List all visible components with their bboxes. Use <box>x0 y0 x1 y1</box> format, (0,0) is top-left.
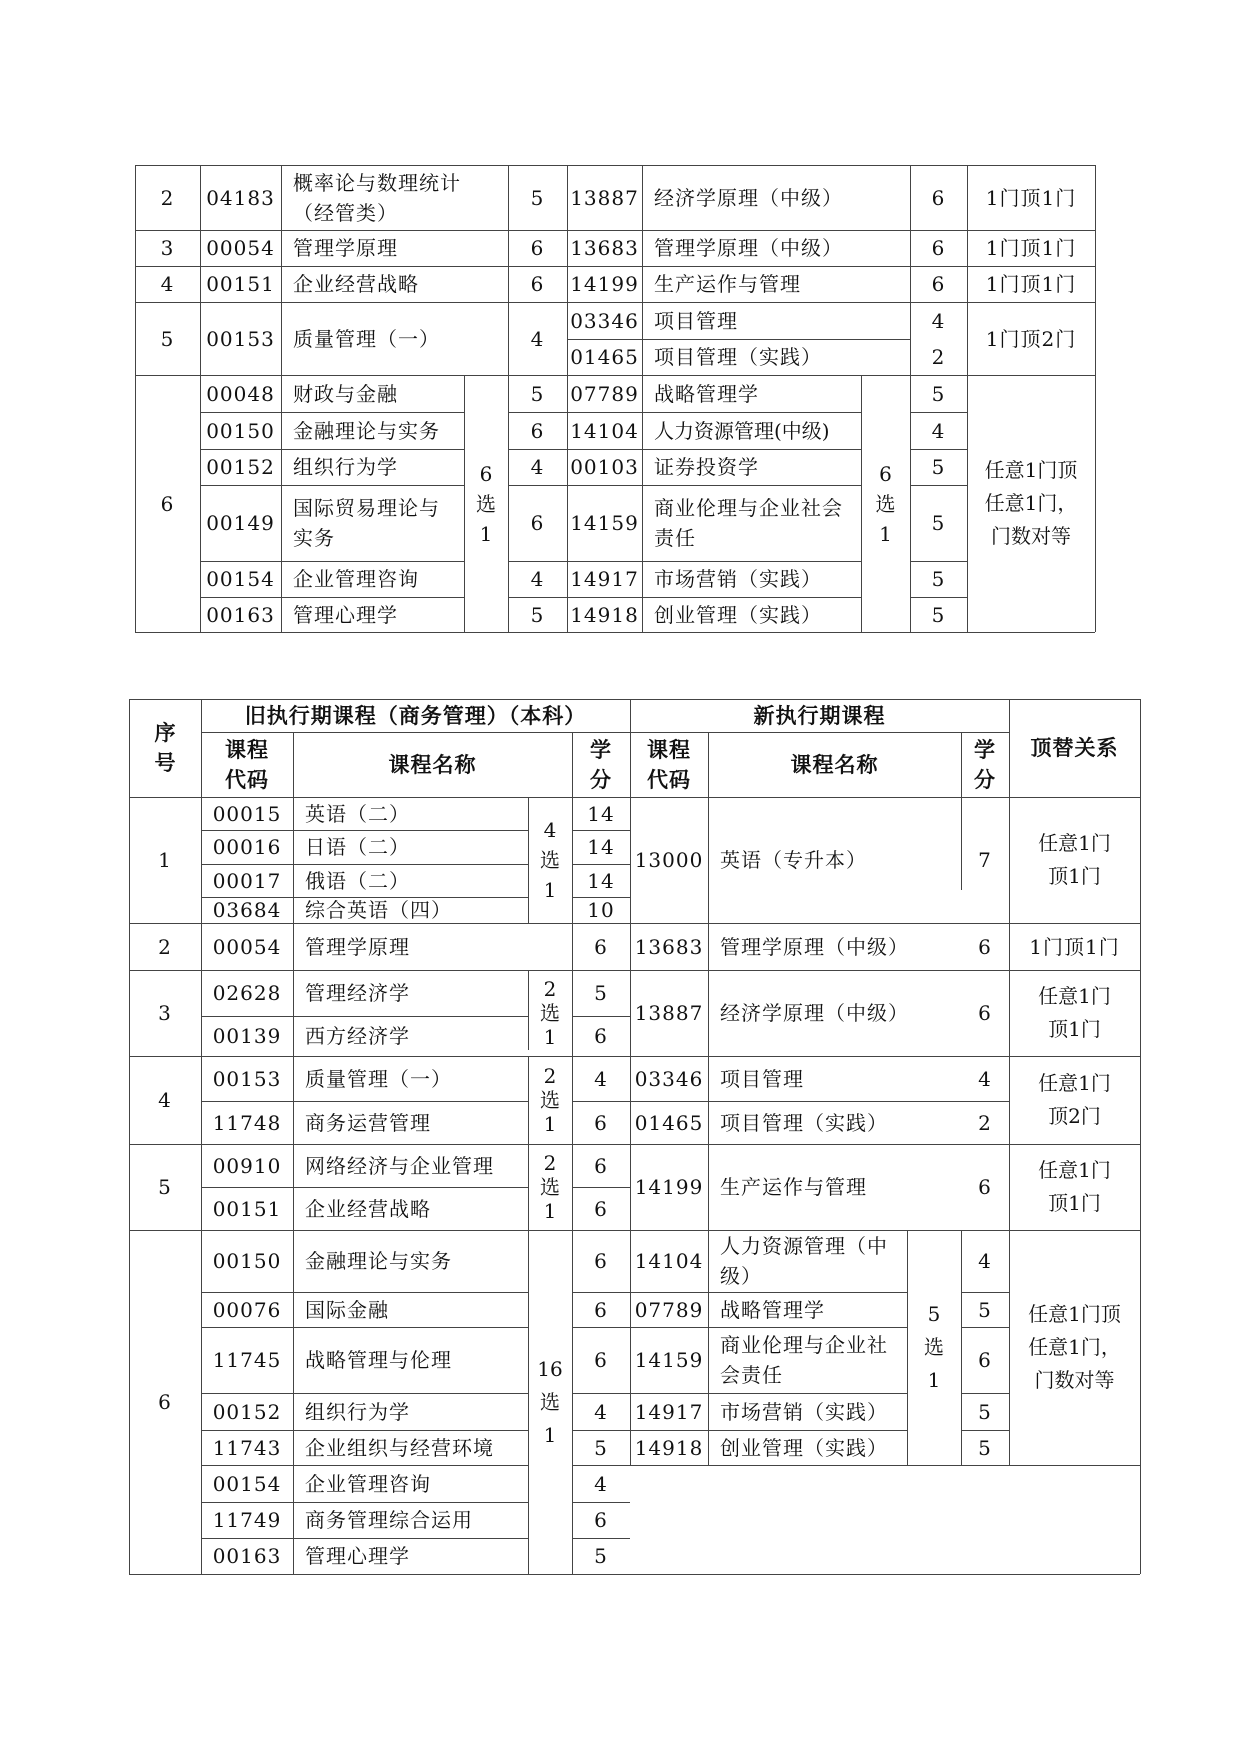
select-pick: 1 <box>543 878 557 902</box>
relation-line: 任意1门顶 <box>1028 1302 1121 1326</box>
t2-new-credit: 4 <box>978 1249 992 1273</box>
t1-new-select <box>861 375 910 632</box>
t1-old-name: 金融理论与实务 <box>293 418 440 443</box>
t1-old-code: 00149 <box>206 511 275 535</box>
t1-new-credit: 4 <box>931 308 946 333</box>
t1-new-credit: 5 <box>931 567 946 591</box>
t1-old-credit: 6 <box>530 418 545 443</box>
select-pick: 1 <box>479 521 493 546</box>
t2-seq: 1 <box>158 848 172 872</box>
select-label: 选 <box>924 1335 944 1359</box>
t2-seq: 5 <box>158 1175 172 1199</box>
relation-line: 任意1门 <box>1038 1071 1111 1095</box>
t2-new-name: 创业管理（实践） <box>720 1435 888 1460</box>
t2-old-credit: 10 <box>587 898 615 922</box>
t2-old-code: 03684 <box>212 898 282 922</box>
t2-relation <box>1009 1144 1140 1230</box>
relation-line: 顶1门 <box>1048 1191 1101 1215</box>
t2-old-code: 00153 <box>212 1066 282 1091</box>
t2-relation <box>1009 1056 1140 1144</box>
t2-old-select <box>528 1230 572 1574</box>
t1-old-name: 企业管理咨询 <box>293 567 419 591</box>
t1-seq: 6 <box>160 491 175 516</box>
t2-old-credit: 14 <box>587 835 615 859</box>
t2-old-credit: 4 <box>594 1399 608 1424</box>
t2-old-credit: 6 <box>594 1249 608 1273</box>
t2-old-name: 组织行为学 <box>305 1399 410 1424</box>
t2-new-code: 14917 <box>634 1399 704 1424</box>
t1-old-credit: 6 <box>530 236 545 260</box>
t2-old-credit: 6 <box>594 934 608 959</box>
t2-old-name: 西方经济学 <box>305 1024 410 1048</box>
t2-header-relation: 顶替关系 <box>1030 735 1119 760</box>
t2-header-new-code: 课程代码 <box>647 736 691 792</box>
select-label: 选 <box>875 491 896 516</box>
t1-new-code: 14199 <box>570 272 639 296</box>
t2-new-code: 01465 <box>634 1110 704 1135</box>
t2-old-code: 00054 <box>212 934 282 959</box>
t2-old-name: 质量管理（一） <box>305 1066 452 1091</box>
t2-new-name: 人力资源管理（中级） <box>720 1234 888 1288</box>
relation-line: 任意1门， <box>984 491 1078 515</box>
t2-header-old-title: 旧执行期课程（商务管理）（本科） <box>244 702 587 728</box>
t1-relation: 1门顶2门 <box>985 326 1077 351</box>
select-label: 选 <box>540 1001 560 1025</box>
t2-new-credit: 2 <box>978 1110 992 1135</box>
select-label: 选 <box>540 848 560 872</box>
t2-old-name: 商务运营管理 <box>305 1110 431 1135</box>
t2-old-credit: 6 <box>594 1348 608 1372</box>
t2-new-code: 07789 <box>634 1297 704 1322</box>
t1-new-code: 03346 <box>570 308 639 333</box>
t2-new-name: 项目管理 <box>720 1066 804 1091</box>
t2-new-credit: 6 <box>978 1348 992 1372</box>
t2-old-credit: 5 <box>594 1435 608 1460</box>
t2-seq: 2 <box>158 934 172 959</box>
t2-relation <box>1009 1230 1140 1465</box>
t2-old-credit: 14 <box>587 801 615 826</box>
t2-old-code: 11743 <box>212 1435 282 1460</box>
t2-old-code: 00154 <box>212 1471 282 1496</box>
t1-relation: 1门顶1门 <box>985 185 1077 210</box>
t2-new-credit: 5 <box>978 1399 992 1424</box>
t2-header-new-name: 课程名称 <box>790 751 879 777</box>
t1-old-name: 管理学原理 <box>293 236 398 260</box>
t2-new-credit: 6 <box>978 1001 992 1025</box>
t1-new-code: 13887 <box>570 185 639 210</box>
t2-new-name: 战略管理学 <box>720 1297 825 1322</box>
t2-new-credit: 5 <box>978 1297 992 1322</box>
t1-relation: 1门顶1门 <box>985 236 1077 260</box>
t2-old-code: 00910 <box>212 1153 282 1178</box>
t1-new-name: 经济学原理（中级） <box>654 185 843 210</box>
t2-new-credit: 7 <box>978 848 992 872</box>
t1-new-name: 创业管理（实践） <box>654 602 822 627</box>
select-pick: 1 <box>543 1025 557 1049</box>
t2-old-code: 00017 <box>212 868 282 893</box>
t1-new-code: 13683 <box>570 236 639 260</box>
t2-new-code: 14918 <box>634 1435 704 1460</box>
t1-new-name: 人力资源管理(中级) <box>654 418 830 443</box>
t2-old-name: 国际金融 <box>305 1297 389 1322</box>
select-label: 选 <box>540 1389 560 1414</box>
t1-seq: 4 <box>160 272 175 296</box>
t2-old-credit: 6 <box>594 1024 608 1048</box>
t2-new-code: 03346 <box>634 1066 704 1091</box>
t1-new-credit: 2 <box>931 345 946 369</box>
t1-old-credit: 4 <box>530 567 545 591</box>
t2-new-name: 商业伦理与企业社会责任 <box>720 1333 888 1387</box>
relation-line: 顶2门 <box>1048 1104 1101 1128</box>
t2-new-code: 13887 <box>634 1001 704 1025</box>
t2-new-code: 13683 <box>634 934 704 959</box>
select-count: 16 <box>537 1356 563 1381</box>
t2-new-credit: 6 <box>978 934 992 959</box>
t2-old-credit: 6 <box>594 1196 608 1221</box>
t1-old-name: 企业经营战略 <box>293 272 419 296</box>
relation-line: 顶1门 <box>1048 1017 1101 1041</box>
t1-old-credit: 4 <box>530 326 545 351</box>
relation-line: 任意1门 <box>1038 984 1111 1008</box>
t2-old-name: 战略管理与伦理 <box>305 1348 452 1372</box>
select-count: 2 <box>543 977 557 1001</box>
t2-relation <box>1009 970 1140 1056</box>
relation-line: 任意1门 <box>1038 831 1111 855</box>
select-pick: 1 <box>879 521 892 546</box>
t1-new-name: 市场营销（实践） <box>654 567 822 591</box>
t1-old-credit: 6 <box>530 511 545 535</box>
t1-old-code: 00153 <box>206 326 275 351</box>
select-count: 4 <box>543 818 557 842</box>
t1-old-code: 00163 <box>206 602 275 627</box>
t1-old-credit: 5 <box>530 602 545 627</box>
t1-new-credit: 4 <box>931 418 946 443</box>
t2-old-code: 02628 <box>212 981 282 1005</box>
t1-old-credit: 5 <box>530 381 545 406</box>
relation-line: 任意1门顶 <box>984 458 1078 482</box>
select-count: 5 <box>927 1302 941 1326</box>
t2-relation <box>1009 797 1140 923</box>
t1-new-credit: 5 <box>931 602 946 627</box>
t2-new-credit: 6 <box>978 1175 992 1199</box>
t1-old-code: 00154 <box>206 567 275 591</box>
t2-old-code: 11749 <box>212 1508 282 1532</box>
t1-new-name: 证券投资学 <box>654 455 759 479</box>
select-label: 选 <box>540 1088 560 1112</box>
t2-old-code: 00015 <box>212 801 282 826</box>
t2-old-code: 00163 <box>212 1544 282 1568</box>
t2-old-select <box>528 797 572 923</box>
t1-old-code: 00152 <box>206 455 275 479</box>
t1-old-credit: 5 <box>530 185 545 210</box>
t2-header-seq-label: 序号 <box>154 720 176 775</box>
t1-old-credit: 6 <box>530 272 545 296</box>
select-pick: 1 <box>543 1112 557 1136</box>
t1-new-name: 生产运作与管理 <box>654 272 801 296</box>
t2-old-code: 00152 <box>212 1399 282 1424</box>
t2-old-code: 11748 <box>212 1110 282 1135</box>
t1-new-credit: 6 <box>931 185 946 210</box>
t2-old-credit: 5 <box>594 981 608 1005</box>
t1-new-credit: 6 <box>931 272 946 296</box>
t2-new-code: 14104 <box>634 1249 704 1273</box>
t1-relation: 1门顶1门 <box>985 272 1077 296</box>
t1-seq: 3 <box>160 236 175 260</box>
t1-new-credit: 5 <box>931 381 946 406</box>
t2-header-old-credit: 学分 <box>590 736 612 792</box>
t1-old-name: 财政与金融 <box>293 381 398 406</box>
t1-old-name: 质量管理（一） <box>293 326 440 351</box>
t2-new-code: 14199 <box>634 1175 704 1199</box>
t1-new-name: 商业伦理与企业社会责任 <box>654 496 843 550</box>
t2-old-name: 企业管理咨询 <box>305 1471 431 1496</box>
t1-old-name: 管理心理学 <box>293 602 398 627</box>
t2-old-credit: 6 <box>594 1110 608 1135</box>
t2-old-code: 00139 <box>212 1024 282 1048</box>
t1-old-code: 04183 <box>206 185 275 210</box>
relation-line: 门数对等 <box>991 524 1071 548</box>
t1-old-code: 00150 <box>206 418 275 443</box>
t2-old-code: 00016 <box>212 835 282 859</box>
t2-header-new-title: 新执行期课程 <box>753 702 886 728</box>
relation-line: 任意1门 <box>1038 1158 1111 1182</box>
t2-old-select <box>528 970 572 1056</box>
select-pick: 1 <box>927 1368 941 1392</box>
t2-old-code: 00076 <box>212 1297 282 1322</box>
t2-seq: 4 <box>158 1088 172 1112</box>
t1-old-name: 概率论与数理统计（经管类） <box>293 170 461 225</box>
t1-new-code: 14104 <box>570 418 639 443</box>
t1-new-name: 战略管理学 <box>654 381 759 406</box>
t2-old-name: 英语（二） <box>305 801 410 826</box>
t1-seq: 5 <box>160 326 175 351</box>
t2-old-select <box>528 1144 572 1230</box>
t2-old-credit: 4 <box>594 1471 608 1496</box>
t2-old-credit: 6 <box>594 1297 608 1322</box>
t2-old-name: 企业经营战略 <box>305 1196 431 1221</box>
t2-old-credit: 6 <box>594 1153 608 1178</box>
t2-old-name: 企业组织与经营环境 <box>305 1435 494 1460</box>
t1-old-credit: 4 <box>530 455 545 479</box>
t1-new-name: 项目管理 <box>654 308 738 333</box>
t2-old-code: 00150 <box>212 1249 282 1273</box>
t2-old-credit: 6 <box>594 1508 608 1532</box>
t1-new-credit: 6 <box>931 236 946 260</box>
t2-seq: 6 <box>158 1390 172 1414</box>
t2-old-code: 11745 <box>212 1348 282 1372</box>
t2-new-name: 管理学原理（中级） <box>720 934 909 959</box>
t2-header-new-credit: 学分 <box>974 736 996 792</box>
t1-new-code: 14918 <box>570 602 639 627</box>
t2-old-name: 俄语（二） <box>305 868 410 893</box>
select-label: 选 <box>476 491 496 516</box>
t2-seq: 3 <box>158 1001 172 1025</box>
t2-old-code: 00151 <box>212 1196 282 1221</box>
t2-header-old-name: 课程名称 <box>388 751 477 777</box>
t2-new-name: 英语（专升本） <box>720 848 867 872</box>
t2-old-name: 日语（二） <box>305 835 410 859</box>
t2-old-name: 综合英语（四） <box>305 898 452 922</box>
t1-old-name: 国际贸易理论与实务 <box>293 496 440 550</box>
t2-header-seq <box>129 699 201 797</box>
select-count: 2 <box>543 1151 557 1175</box>
t1-old-code: 00054 <box>206 236 275 260</box>
relation-line: 任意1门， <box>1028 1335 1121 1359</box>
t2-old-credit: 4 <box>594 1066 608 1091</box>
select-count: 6 <box>479 461 493 486</box>
t2-relation: 1门顶1门 <box>1029 934 1120 959</box>
t1-relation <box>967 375 1095 632</box>
t2-old-credit: 5 <box>594 1544 608 1568</box>
t2-new-name: 经济学原理（中级） <box>720 1001 909 1025</box>
t2-old-name: 管理经济学 <box>305 981 410 1005</box>
t2-new-credit: 4 <box>978 1066 992 1091</box>
t2-old-name: 金融理论与实务 <box>305 1249 452 1273</box>
t1-new-credit: 5 <box>931 455 946 479</box>
select-count: 2 <box>543 1064 557 1088</box>
t1-new-name: 管理学原理（中级） <box>654 236 843 260</box>
t2-old-name: 网络经济与企业管理 <box>305 1153 494 1178</box>
t1-new-code: 14917 <box>570 567 639 591</box>
t2-old-name: 管理学原理 <box>305 934 410 959</box>
t1-seq: 2 <box>160 185 175 210</box>
t2-old-select <box>528 1056 572 1144</box>
select-label: 选 <box>540 1175 560 1199</box>
t2-old-name: 管理心理学 <box>305 1544 410 1568</box>
t2-new-credit: 5 <box>978 1435 992 1460</box>
t2-old-credit: 14 <box>587 868 615 893</box>
t1-old-select <box>464 375 508 632</box>
t1-old-code: 00151 <box>206 272 275 296</box>
t1-old-code: 00048 <box>206 381 275 406</box>
t1-new-name: 项目管理（实践） <box>654 345 822 369</box>
t2-new-name: 项目管理（实践） <box>720 1110 888 1135</box>
t1-new-code: 14159 <box>570 511 639 535</box>
t1-new-code: 00103 <box>570 455 639 479</box>
relation-line: 门数对等 <box>1034 1368 1115 1392</box>
t1-new-credit: 5 <box>931 511 946 535</box>
t2-old-name: 商务管理综合运用 <box>305 1508 473 1532</box>
t2-header-old-code: 课程代码 <box>225 736 269 792</box>
select-pick: 1 <box>543 1199 557 1223</box>
select-pick: 1 <box>543 1422 557 1447</box>
t2-new-code: 14159 <box>634 1348 704 1372</box>
relation-line: 顶1门 <box>1048 864 1101 888</box>
t2-new-name: 生产运作与管理 <box>720 1175 867 1199</box>
t2-new-code: 13000 <box>634 848 704 872</box>
t2-new-name: 市场营销（实践） <box>720 1399 888 1424</box>
t1-new-code: 01465 <box>570 345 639 369</box>
t1-new-code: 07789 <box>570 381 639 406</box>
select-count: 6 <box>879 461 892 486</box>
t2-new-select <box>907 1230 961 1465</box>
t1-old-name: 组织行为学 <box>293 455 398 479</box>
